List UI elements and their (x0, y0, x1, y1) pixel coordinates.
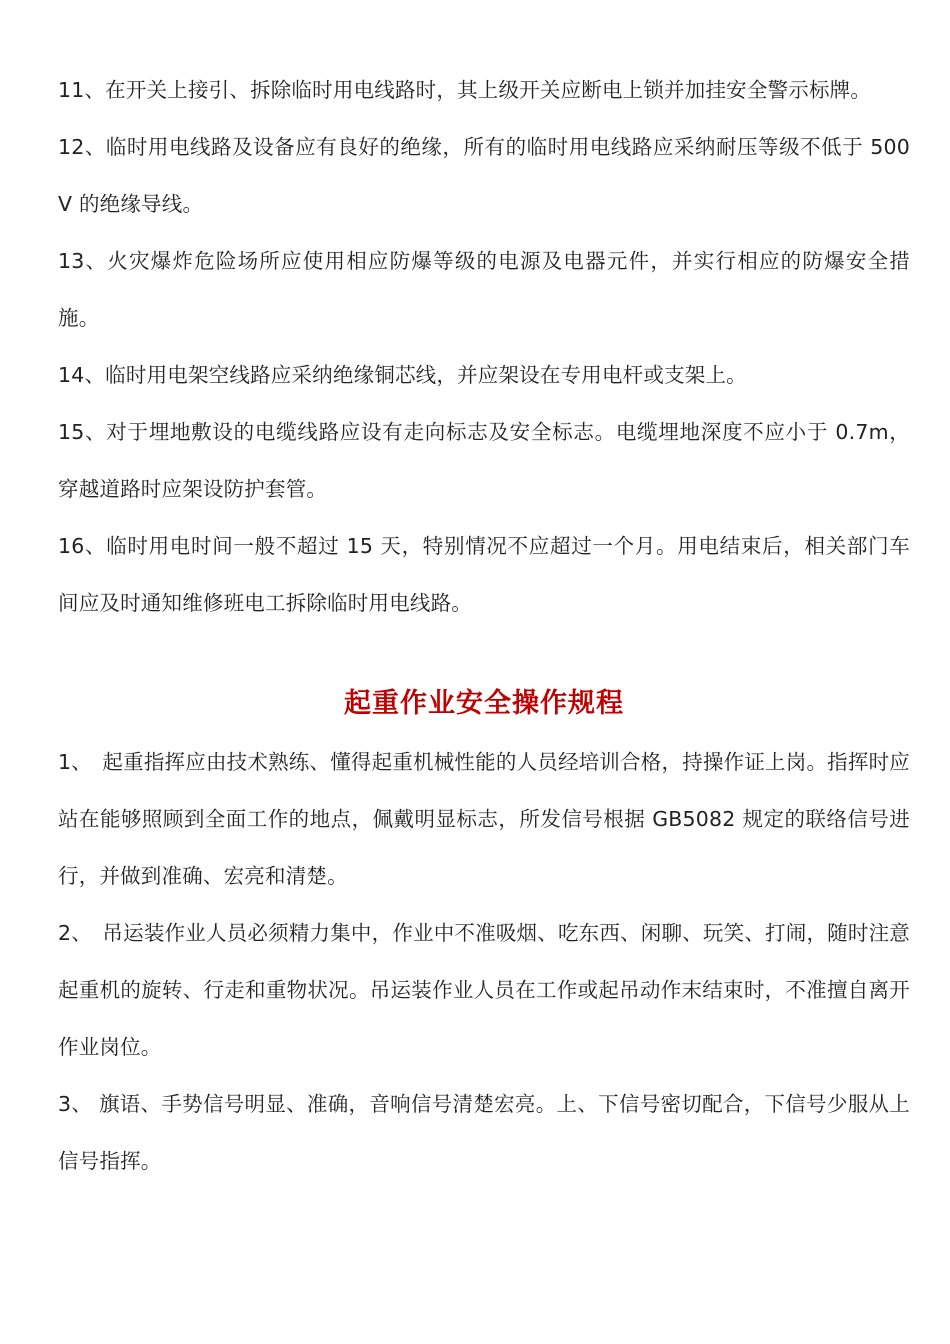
list-item-14: 14、临时用电架空线路应采纳绝缘铜芯线，并应架设在专用电杆或支架上。 (58, 363, 747, 387)
document-page (58, 62, 910, 1190)
list-item-16: 16、临时用电时间一般不超过 15 天，特别情况不应超过一个月。用电结束后，相关部门车间应及时通知维修班电工拆除临时用电线路。 (58, 534, 910, 615)
list-item-12: 12、临时用电线路及设备应有良好的绝缘，所有的临时用电线路应采纳耐压等级不低于 500V 的绝缘导线。 (58, 135, 910, 216)
list-item-15: 15、对于埋地敷设的电缆线路应设有走向标志及安全标志。电缆埋地深度不应小于 0.7m，穿越道路时应架设防护套管。 (58, 420, 910, 501)
section-spacer (58, 632, 910, 684)
list-item-2: 2、 吊运装作业人员必须精力集中，作业中不准吸烟、吃东西、闲聊、玩笑、打闹，随时注意起重机的旋转、行走和重物状况。吊运装作业人员在工作或起吊动作末结束时，不准擅自离开作业岗位。 (58, 921, 910, 1059)
list-item-3: 3、 旗语、手势信号明显、准确，音响信号清楚宏亮。上、下信号密切配合，下信号少服从上信号指挥。 (58, 1092, 910, 1173)
list-item-13: 13、火灾爆炸危险场所应使用相应防爆等级的电源及电器元件，并实行相应的防爆安全措施。 (58, 249, 910, 330)
list-item-1: 1、 起重指挥应由技术熟练、懂得起重机械性能的人员经培训合格，持操作证上岗。指挥时应站在能够照顾到全面工作的地点，佩戴明显标志，所发信号根据 GB5082 规定的联络信号进行，并做到准确、宏亮和清楚。 (58, 750, 910, 888)
section-title: 起重作业安全操作规程 (344, 688, 624, 719)
list-item-11: 11、在开关上接引、拆除临时用电线路时，其上级开关应断电上锁并加挂安全警示标牌。 (58, 78, 872, 102)
